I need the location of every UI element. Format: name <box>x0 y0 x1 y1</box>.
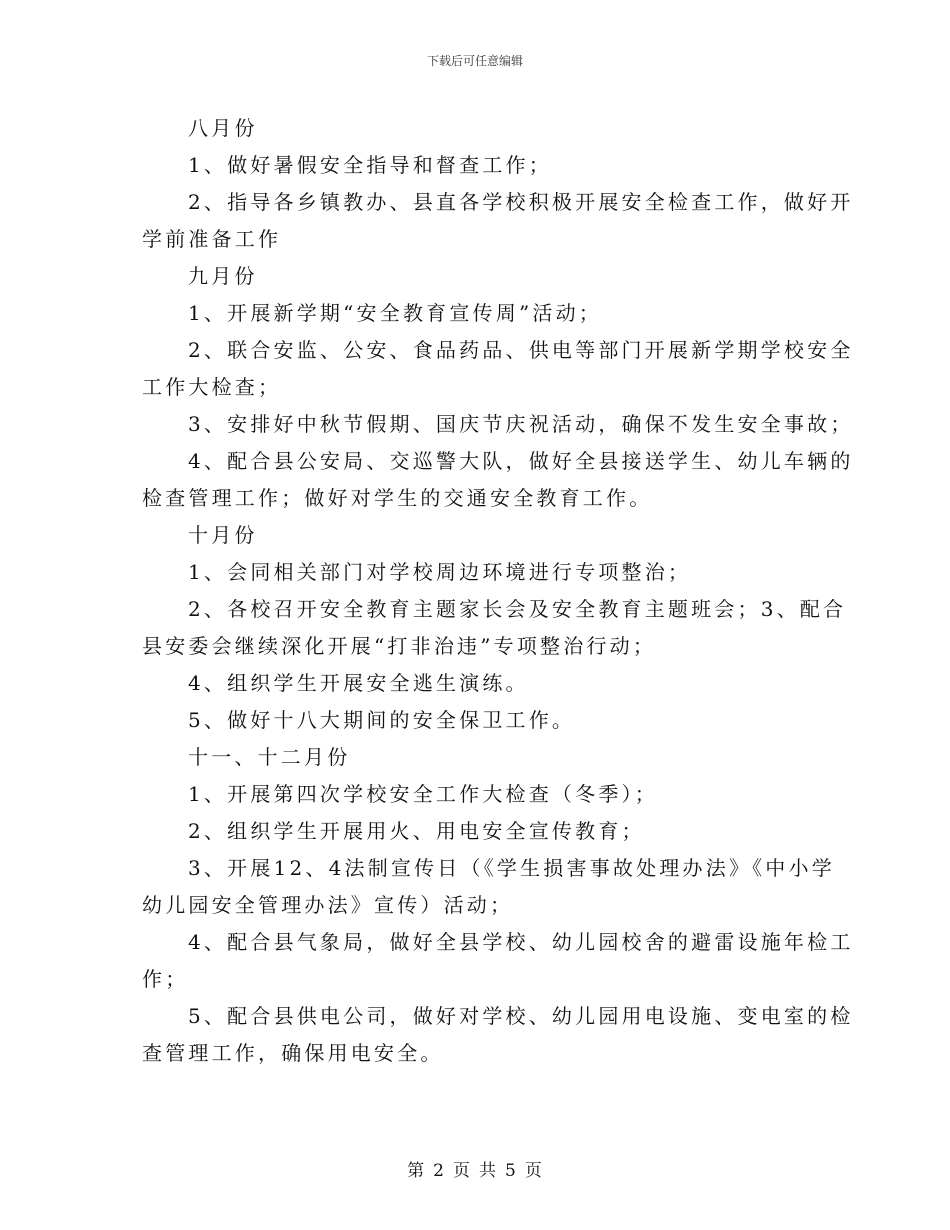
text-line: 4、配合县公安局、交巡警大队，做好全县接送学生、幼儿车辆的 <box>188 449 854 473</box>
text-line: 3、开展12、4法制宣传日（《学生损害事故处理办法》《中小学 <box>188 856 835 880</box>
text-line: 2、组织学生开展用火、用电安全宣传教育； <box>188 819 645 843</box>
footer-prefix: 第 <box>407 1161 426 1181</box>
footer-total-word: 共 <box>479 1161 497 1181</box>
text-line: 检查管理工作；做好对学生的交通安全教育工作。 <box>142 486 653 510</box>
text-line: 1、做好暑假安全指导和督查工作； <box>188 153 552 177</box>
text-line: 3、安排好中秋节假期、国庆节庆祝活动，确保不发生安全事故； <box>188 412 854 436</box>
text-line: 九月份 <box>188 264 258 288</box>
text-line: 工作大检查； <box>142 375 282 399</box>
text-line: 十月份 <box>188 523 258 547</box>
page-footer <box>0 1156 950 1181</box>
text-line: 4、组织学生开展安全逃生演练。 <box>188 671 529 695</box>
text-line: 5、配合县供电公司，做好对学校、幼儿园用电设施、变电室的检 <box>188 1004 854 1028</box>
text-line: 1、开展新学期“安全教育宣传周”活动； <box>188 301 602 325</box>
text-line: 县安委会继续深化开展“打非治违”专项整治行动； <box>142 634 657 658</box>
text-line: 1、会同相关部门对学校周边环境进行专项整治； <box>188 560 692 584</box>
total-pages-number: 5 <box>505 1161 517 1181</box>
text-line: 4、配合县气象局，做好全县学校、幼儿园校舍的避雷设施年检工 <box>188 930 854 954</box>
text-line: 2、指导各乡镇教办、县直各学校积极开展安全检查工作，做好开 <box>188 190 854 214</box>
text-line: 2、联合安监、公安、食品药品、供电等部门开展新学期学校安全 <box>188 338 854 362</box>
text-line: 幼儿园安全管理办法》宣传）活动； <box>142 893 514 917</box>
text-line: 查管理工作，确保用电安全。 <box>142 1041 444 1065</box>
current-page-number: 2 <box>433 1161 445 1181</box>
text-line: 2、各校召开安全教育主题家长会及安全教育主题班会；3、配合 <box>188 597 847 621</box>
footer-suffix: 页 <box>524 1161 543 1181</box>
text-line: 1、开展第四次学校安全工作大检查（冬季）； <box>188 782 658 806</box>
text-line: 十一、十二月份 <box>188 745 351 769</box>
document-body <box>142 110 854 1072</box>
text-line: 学前准备工作 <box>142 227 282 251</box>
page-header: 下载后可任意编辑 <box>426 54 523 68</box>
footer-page-word: 页 <box>453 1161 471 1181</box>
text-line: 5、做好十八大期间的安全保卫工作。 <box>188 708 576 732</box>
text-line: 作； <box>142 967 189 991</box>
text-line: 八月份 <box>188 116 258 140</box>
